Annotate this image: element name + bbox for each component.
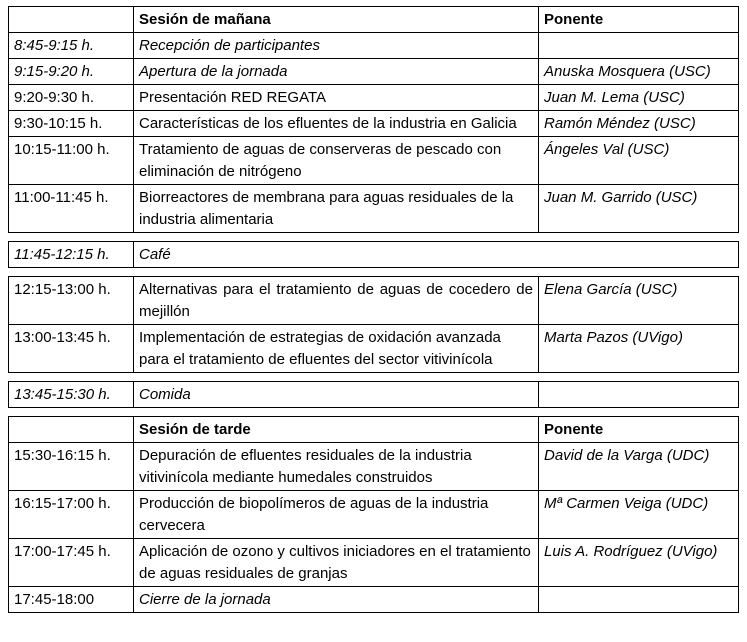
time-cell: 12:15-13:00 h. [9, 277, 134, 325]
speaker-cell: Luis A. Rodríguez (UVigo) [539, 539, 739, 587]
table-row [9, 111, 739, 137]
afternoon-session-table [8, 416, 739, 613]
title-cell: Cierre de la jornada [134, 587, 539, 613]
time-cell: 17:45-18:00 [9, 587, 134, 613]
title-cell: Café [134, 242, 739, 268]
title-cell: Biorreactores de membrana para aguas residuales de la industria alimentaria [134, 185, 539, 233]
speaker-cell: Marta Pazos (UVigo) [539, 325, 739, 373]
speaker-cell: Ramón Méndez (USC) [539, 111, 739, 137]
lunch-break-table [8, 381, 739, 408]
table-row [9, 491, 739, 539]
table-row [9, 137, 739, 185]
title-cell: Comida [134, 382, 539, 408]
time-cell: 16:15-17:00 h. [9, 491, 134, 539]
session-header: Sesión de tarde [134, 417, 539, 443]
time-cell: 10:15-11:00 h. [9, 137, 134, 185]
time-cell: 11:00-11:45 h. [9, 185, 134, 233]
table-row [9, 587, 739, 613]
time-cell: 9:30-10:15 h. [9, 111, 134, 137]
speaker-cell [539, 33, 739, 59]
speaker-cell: Juan M. Garrido (USC) [539, 185, 739, 233]
speaker-cell: Mª Carmen Veiga (UDC) [539, 491, 739, 539]
speaker-cell [539, 587, 739, 613]
title-cell: Alternativas para el tratamiento de aguas de cocedero de mejillón [134, 277, 539, 325]
speaker-cell: David de la Varga (UDC) [539, 443, 739, 491]
table-row [9, 325, 739, 373]
time-header-cell [9, 417, 134, 443]
title-cell: Recepción de participantes [134, 33, 539, 59]
title-cell: Apertura de la jornada [134, 59, 539, 85]
time-cell: 17:00-17:45 h. [9, 539, 134, 587]
title-cell: Presentación RED REGATA [134, 85, 539, 111]
speaker-cell: Elena García (USC) [539, 277, 739, 325]
empty-speaker-cell [539, 382, 739, 408]
time-header-cell [9, 7, 134, 33]
speaker-header: Ponente [539, 417, 739, 443]
title-cell: Características de los efluentes de la industria en Galicia [134, 111, 539, 137]
title-cell: Producción de biopolímeros de aguas de la industria cervecera [134, 491, 539, 539]
title-cell: Implementación de estrategias de oxidación avanzada para el tratamiento de efluentes del sector vitivinícola [134, 325, 539, 373]
title-cell: Depuración de efluentes residuales de la industria vitivinícola mediante humedales construidos [134, 443, 539, 491]
table-row [9, 85, 739, 111]
speaker-header: Ponente [539, 7, 739, 33]
coffee-break-table [8, 241, 739, 268]
table-row [9, 382, 739, 408]
time-cell: 13:00-13:45 h. [9, 325, 134, 373]
morning-session-table [8, 6, 739, 233]
table-row [9, 443, 739, 491]
time-cell: 8:45-9:15 h. [9, 33, 134, 59]
session-header: Sesión de mañana [134, 7, 539, 33]
time-cell: 9:15-9:20 h. [9, 59, 134, 85]
speaker-cell: Ángeles Val (USC) [539, 137, 739, 185]
table-row [9, 242, 739, 268]
speaker-cell: Juan M. Lema (USC) [539, 85, 739, 111]
table-row [9, 59, 739, 85]
table-header-row [9, 417, 739, 443]
table-row [9, 539, 739, 587]
time-cell: 9:20-9:30 h. [9, 85, 134, 111]
time-cell: 13:45-15:30 h. [9, 382, 134, 408]
time-cell: 15:30-16:15 h. [9, 443, 134, 491]
speaker-cell: Anuska Mosquera (USC) [539, 59, 739, 85]
time-cell: 11:45-12:15 h. [9, 242, 134, 268]
table-header-row [9, 7, 739, 33]
table-row [9, 185, 739, 233]
table-row [9, 33, 739, 59]
table-row [9, 277, 739, 325]
title-cell: Tratamiento de aguas de conserveras de pescado con eliminación de nitrógeno [134, 137, 539, 185]
title-cell: Aplicación de ozono y cultivos iniciadores en el tratamiento de aguas residuales de granjas [134, 539, 539, 587]
midday-session-table [8, 276, 739, 373]
